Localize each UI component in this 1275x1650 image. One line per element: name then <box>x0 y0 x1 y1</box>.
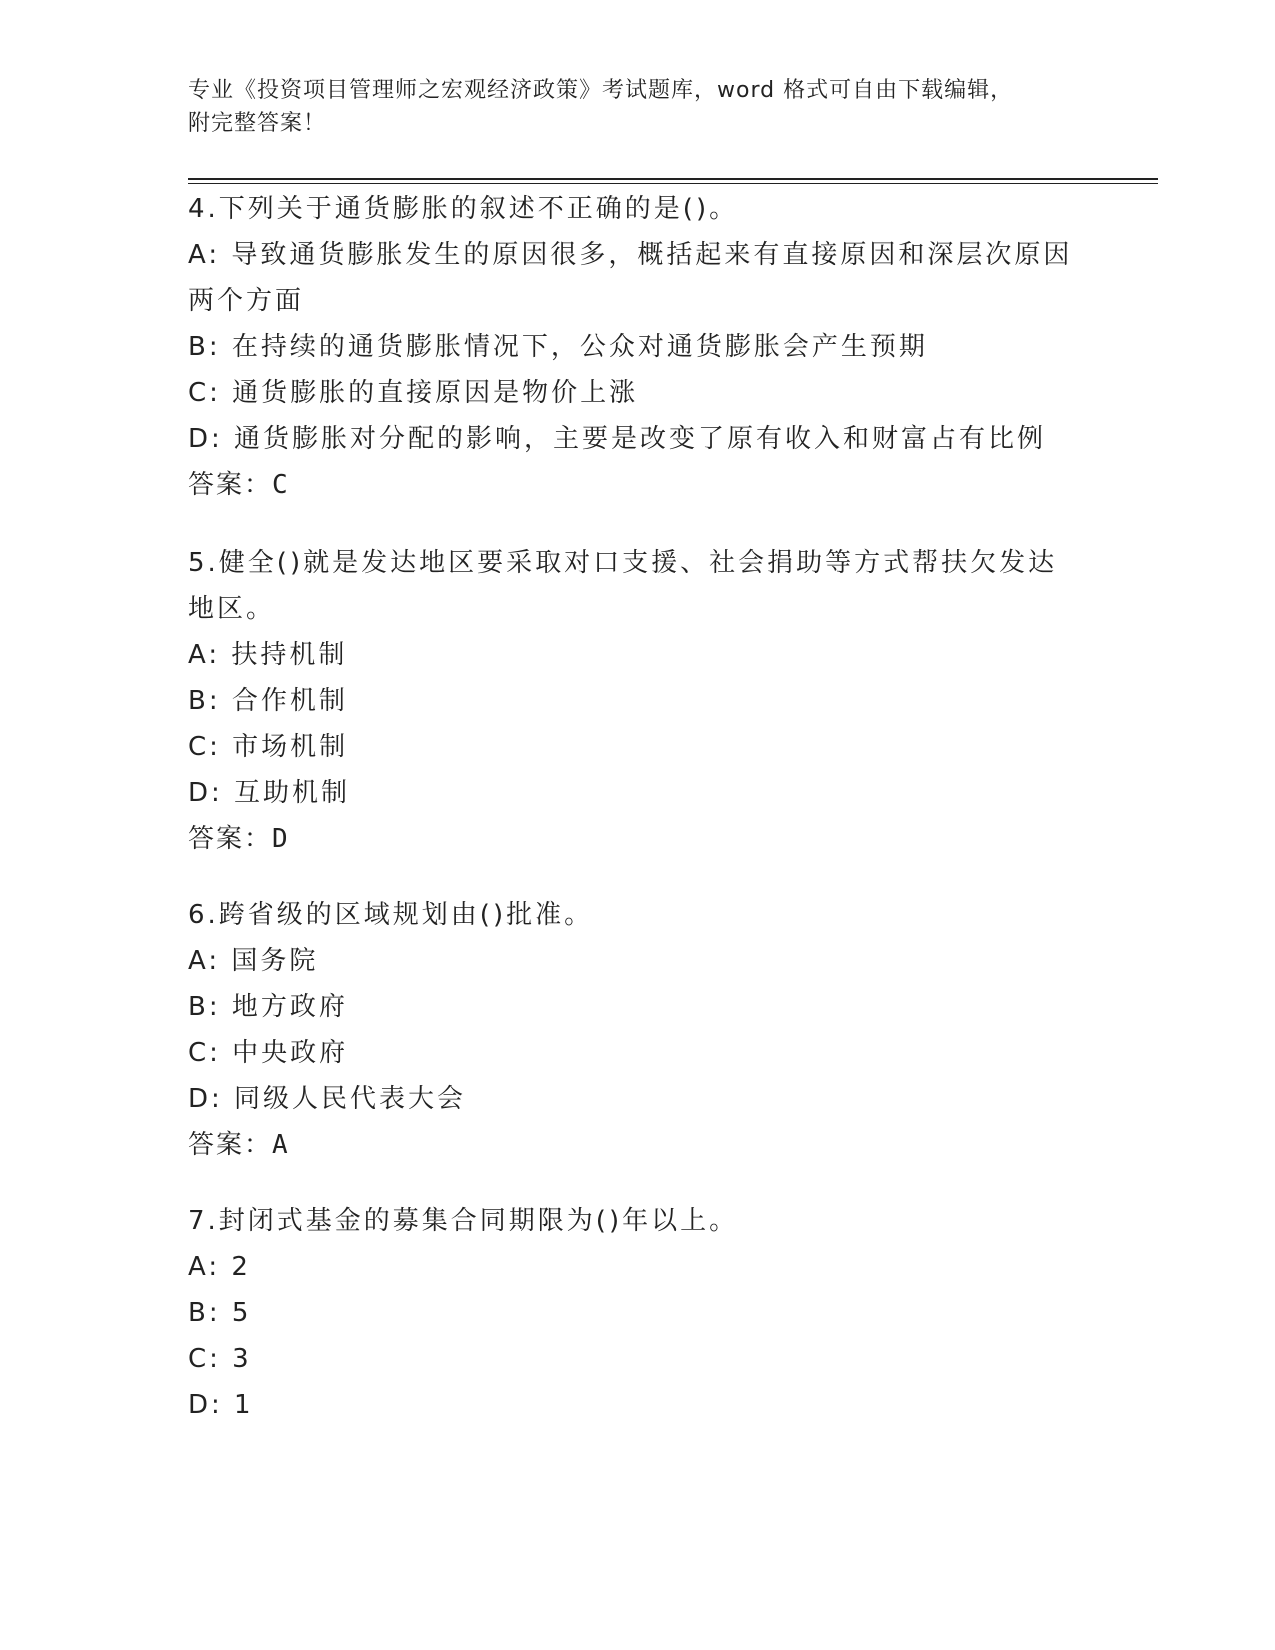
option-c: C: 3 <box>188 1344 252 1374</box>
answer-label: 答案： <box>188 1130 273 1160</box>
answer-value: A <box>272 1130 290 1160</box>
option-b: B: 地方政府 <box>188 992 348 1022</box>
question-stem: 6.跨省级的区域规划由()批准。 <box>188 900 594 930</box>
header-line-1: 专业《投资项目管理师之宏观经济政策》考试题库，word 格式可自由下载编辑， <box>188 78 1014 103</box>
option-a: A: 导致通货膨胀发生的原因很多，概括起来有直接原因和深层次原因 <box>188 240 1073 270</box>
answer-label: 答案： <box>188 824 273 854</box>
option-c: C: 中央政府 <box>188 1038 349 1068</box>
question-5 <box>188 540 1088 862</box>
answer-line <box>188 1122 1088 1168</box>
option-b: B: 在持续的通货膨胀情况下，公众对通货膨胀会产生预期 <box>188 332 928 362</box>
option-b: B: 5 <box>188 1298 252 1328</box>
header-divider-thin <box>188 183 1158 184</box>
question-stem: 7.封闭式基金的募集合同期限为()年以上。 <box>188 1206 739 1236</box>
question-6 <box>188 892 1088 1168</box>
document-header <box>188 74 1088 140</box>
option-a: A: 扶持机制 <box>188 640 348 670</box>
question-stem-continued: 地区。 <box>188 594 276 624</box>
option-d: D: 同级人民代表大会 <box>188 1084 467 1114</box>
answer-value: C <box>272 470 290 500</box>
answer-value: D <box>272 824 290 854</box>
question-7 <box>188 1198 1088 1428</box>
answer-label: 答案： <box>188 470 273 500</box>
option-b: B: 合作机制 <box>188 686 348 716</box>
answer-line <box>188 816 1088 862</box>
question-4 <box>188 186 1088 508</box>
answer-line <box>188 462 1088 508</box>
question-stem: 4.下列关于通货膨胀的叙述不正确的是()。 <box>188 194 739 224</box>
option-a: A: 2 <box>188 1252 251 1282</box>
option-c: C: 通货膨胀的直接原因是物价上涨 <box>188 378 639 408</box>
question-stem: 5.健全()就是发达地区要采取对口支援、社会捐助等方式帮扶欠发达 <box>188 548 1058 578</box>
option-d: D: 通货膨胀对分配的影响，主要是改变了原有收入和财富占有比例 <box>188 424 1047 454</box>
option-d: D: 互助机制 <box>188 778 351 808</box>
option-a: A: 国务院 <box>188 946 319 976</box>
header-divider-thick <box>188 178 1158 180</box>
option-d: D: 1 <box>188 1390 254 1420</box>
header-line-2: 附完整答案！ <box>188 111 327 136</box>
option-a-continued: 两个方面 <box>188 286 305 316</box>
option-c: C: 市场机制 <box>188 732 349 762</box>
